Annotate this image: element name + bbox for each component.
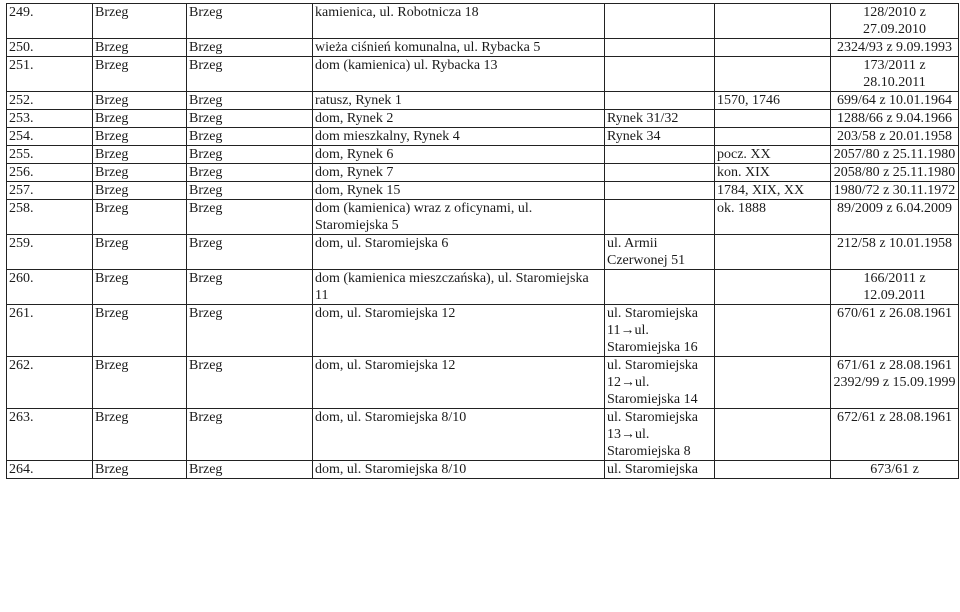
cell-register-number: 203/58 z 20.01.1958 xyxy=(831,128,959,146)
cell-commune: Brzeg xyxy=(187,4,313,39)
cell-object: dom, ul. Staromiejska 8/10 xyxy=(313,409,605,461)
table-row xyxy=(7,128,959,146)
cell-number: 257. xyxy=(7,182,93,200)
cell-object: dom (kamienica) ul. Rybacka 13 xyxy=(313,57,605,92)
cell-register-number: 166/2011 z 12.09.2011 xyxy=(831,270,959,305)
cell-register-number: 673/61 z xyxy=(831,461,959,479)
cell-object: dom, ul. Staromiejska 6 xyxy=(313,235,605,270)
cell-register-number: 212/58 z 10.01.1958 xyxy=(831,235,959,270)
cell-town: Brzeg xyxy=(93,357,187,409)
cell-object: dom, Rynek 6 xyxy=(313,146,605,164)
cell-number: 256. xyxy=(7,164,93,182)
cell-object: dom, Rynek 7 xyxy=(313,164,605,182)
cell-register-number: 2324/93 z 9.09.1993 xyxy=(831,39,959,57)
cell-object: dom (kamienica) wraz z oficynami, ul. Staromiejska 5 xyxy=(313,200,605,235)
cell-dating xyxy=(715,110,831,128)
cell-commune: Brzeg xyxy=(187,270,313,305)
cell-old-address xyxy=(605,270,715,305)
cell-town: Brzeg xyxy=(93,164,187,182)
cell-commune: Brzeg xyxy=(187,39,313,57)
cell-old-address: Rynek 31/32 xyxy=(605,110,715,128)
cell-dating xyxy=(715,57,831,92)
cell-commune: Brzeg xyxy=(187,461,313,479)
cell-object: kamienica, ul. Robotnicza 18 xyxy=(313,4,605,39)
cell-commune: Brzeg xyxy=(187,409,313,461)
cell-number: 260. xyxy=(7,270,93,305)
cell-dating: kon. XIX xyxy=(715,164,831,182)
cell-town: Brzeg xyxy=(93,182,187,200)
cell-town: Brzeg xyxy=(93,461,187,479)
cell-old-address: ul. Staromiejska xyxy=(605,461,715,479)
cell-commune: Brzeg xyxy=(187,357,313,409)
cell-number: 262. xyxy=(7,357,93,409)
cell-old-address xyxy=(605,4,715,39)
table-row xyxy=(7,57,959,92)
cell-town: Brzeg xyxy=(93,409,187,461)
cell-town: Brzeg xyxy=(93,305,187,357)
cell-town: Brzeg xyxy=(93,270,187,305)
cell-register-number: 1288/66 z 9.04.1966 xyxy=(831,110,959,128)
cell-dating xyxy=(715,461,831,479)
cell-object: dom mieszkalny, Rynek 4 xyxy=(313,128,605,146)
table-row xyxy=(7,461,959,479)
cell-commune: Brzeg xyxy=(187,235,313,270)
cell-register-number: 671/61 z 28.08.1961 2392/99 z 15.09.1999 xyxy=(831,357,959,409)
cell-object: dom, ul. Staromiejska 12 xyxy=(313,305,605,357)
cell-town: Brzeg xyxy=(93,92,187,110)
cell-number: 263. xyxy=(7,409,93,461)
cell-dating xyxy=(715,270,831,305)
cell-dating: 1784, XIX, XX xyxy=(715,182,831,200)
cell-commune: Brzeg xyxy=(187,128,313,146)
cell-object: dom, Rynek 15 xyxy=(313,182,605,200)
cell-register-number: 1980/72 z 30.11.1972 xyxy=(831,182,959,200)
monument-register-table xyxy=(6,3,959,479)
cell-town: Brzeg xyxy=(93,200,187,235)
cell-register-number: 128/2010 z 27.09.2010 xyxy=(831,4,959,39)
cell-old-address xyxy=(605,200,715,235)
cell-number: 250. xyxy=(7,39,93,57)
cell-old-address: Rynek 34 xyxy=(605,128,715,146)
cell-old-address xyxy=(605,39,715,57)
cell-register-number: 699/64 z 10.01.1964 xyxy=(831,92,959,110)
cell-commune: Brzeg xyxy=(187,182,313,200)
table-body xyxy=(7,4,959,479)
cell-register-number: 89/2009 z 6.04.2009 xyxy=(831,200,959,235)
cell-number: 264. xyxy=(7,461,93,479)
cell-old-address: ul. Staromiejska 13→ul. Staromiejska 8 xyxy=(605,409,715,461)
cell-town: Brzeg xyxy=(93,39,187,57)
cell-register-number: 2058/80 z 25.11.1980 xyxy=(831,164,959,182)
cell-old-address: ul. Armii Czerwonej 51 xyxy=(605,235,715,270)
cell-old-address xyxy=(605,146,715,164)
cell-commune: Brzeg xyxy=(187,92,313,110)
cell-commune: Brzeg xyxy=(187,164,313,182)
table-row xyxy=(7,39,959,57)
cell-commune: Brzeg xyxy=(187,200,313,235)
cell-object: ratusz, Rynek 1 xyxy=(313,92,605,110)
cell-register-number: 670/61 z 26.08.1961 xyxy=(831,305,959,357)
cell-dating xyxy=(715,235,831,270)
cell-town: Brzeg xyxy=(93,57,187,92)
cell-number: 261. xyxy=(7,305,93,357)
cell-object: wieża ciśnień komunalna, ul. Rybacka 5 xyxy=(313,39,605,57)
cell-old-address xyxy=(605,182,715,200)
table-row xyxy=(7,182,959,200)
cell-commune: Brzeg xyxy=(187,305,313,357)
cell-town: Brzeg xyxy=(93,110,187,128)
cell-number: 249. xyxy=(7,4,93,39)
cell-dating: ok. 1888 xyxy=(715,200,831,235)
cell-commune: Brzeg xyxy=(187,110,313,128)
cell-number: 251. xyxy=(7,57,93,92)
table-row xyxy=(7,110,959,128)
cell-dating xyxy=(715,409,831,461)
cell-old-address: ul. Staromiejska 12→ul. Staromiejska 14 xyxy=(605,357,715,409)
table-row xyxy=(7,146,959,164)
cell-register-number: 2057/80 z 25.11.1980 xyxy=(831,146,959,164)
cell-dating xyxy=(715,305,831,357)
cell-old-address: ul. Staromiejska 11→ul. Staromiejska 16 xyxy=(605,305,715,357)
cell-dating xyxy=(715,4,831,39)
table-row xyxy=(7,270,959,305)
cell-object: dom, Rynek 2 xyxy=(313,110,605,128)
cell-register-number: 672/61 z 28.08.1961 xyxy=(831,409,959,461)
cell-old-address xyxy=(605,92,715,110)
cell-dating xyxy=(715,128,831,146)
cell-register-number: 173/2011 z 28.10.2011 xyxy=(831,57,959,92)
cell-number: 259. xyxy=(7,235,93,270)
cell-number: 253. xyxy=(7,110,93,128)
cell-number: 252. xyxy=(7,92,93,110)
table-row xyxy=(7,92,959,110)
cell-number: 255. xyxy=(7,146,93,164)
cell-commune: Brzeg xyxy=(187,57,313,92)
cell-town: Brzeg xyxy=(93,146,187,164)
cell-old-address xyxy=(605,164,715,182)
cell-dating xyxy=(715,39,831,57)
cell-old-address xyxy=(605,57,715,92)
cell-number: 254. xyxy=(7,128,93,146)
cell-town: Brzeg xyxy=(93,235,187,270)
cell-town: Brzeg xyxy=(93,4,187,39)
table-row xyxy=(7,164,959,182)
cell-dating: pocz. XX xyxy=(715,146,831,164)
table-row xyxy=(7,4,959,39)
table-row xyxy=(7,409,959,461)
table-row xyxy=(7,305,959,357)
table-row xyxy=(7,200,959,235)
cell-commune: Brzeg xyxy=(187,146,313,164)
cell-object: dom, ul. Staromiejska 12 xyxy=(313,357,605,409)
cell-number: 258. xyxy=(7,200,93,235)
table-row xyxy=(7,357,959,409)
cell-town: Brzeg xyxy=(93,128,187,146)
cell-object: dom, ul. Staromiejska 8/10 xyxy=(313,461,605,479)
table-row xyxy=(7,235,959,270)
cell-dating xyxy=(715,357,831,409)
cell-object: dom (kamienica mieszczańska), ul. Staromiejska 11 xyxy=(313,270,605,305)
cell-dating: 1570, 1746 xyxy=(715,92,831,110)
